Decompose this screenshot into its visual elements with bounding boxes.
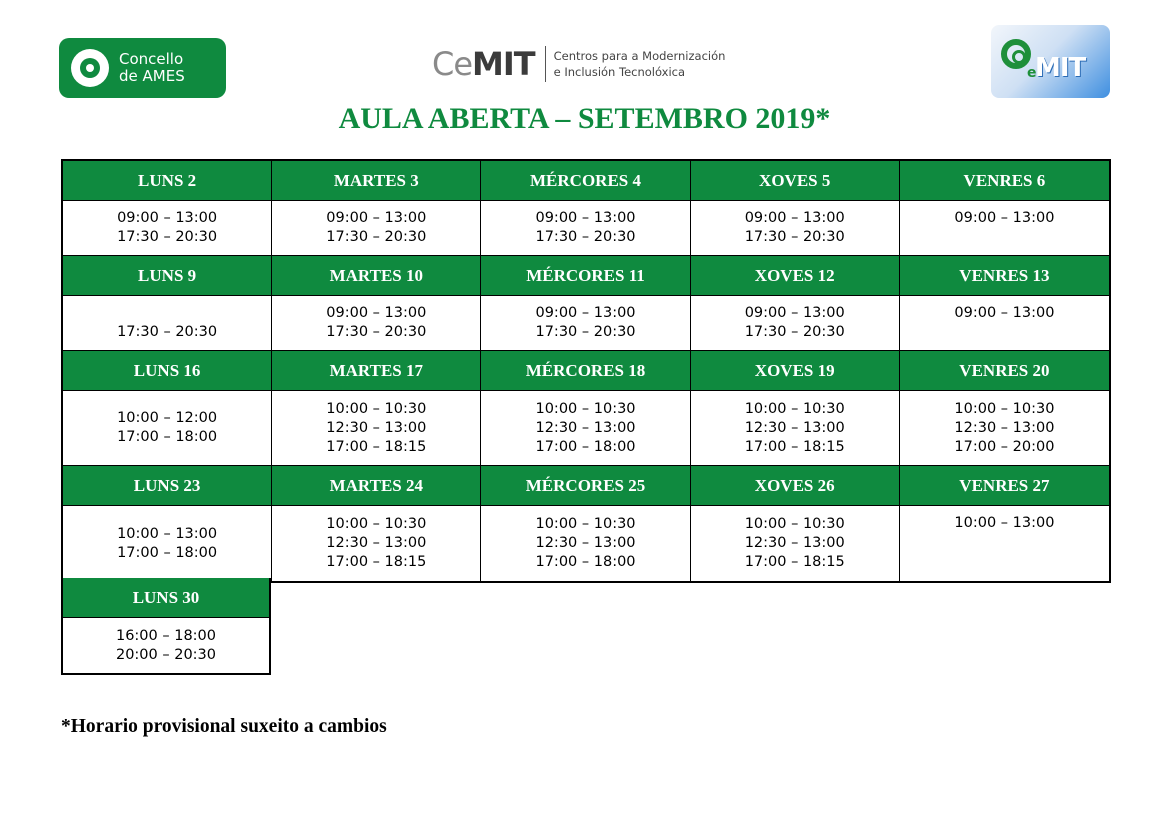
- day-cell: [691, 161, 900, 256]
- day-cell: [691, 466, 900, 581]
- schedule-table: [61, 159, 1111, 583]
- day-header: VENRES 13: [900, 256, 1109, 296]
- day-cell: [63, 351, 272, 466]
- day-header: MÉRCORES 18: [481, 351, 689, 391]
- day-cell: [481, 256, 690, 351]
- time-slot: 12:30 – 13:00: [744, 419, 845, 436]
- day-times: [272, 296, 480, 351]
- ames-logo-line2: de AMES: [119, 67, 185, 85]
- day-cell: [63, 161, 272, 256]
- time-slot: 12:30 – 13:00: [954, 419, 1055, 436]
- week-row: [61, 159, 1111, 256]
- day-times: [691, 391, 899, 466]
- day-times: [691, 201, 899, 256]
- time-slot: 09:00 – 13:00: [326, 210, 427, 226]
- emit-logo-word: MIT: [1035, 53, 1086, 83]
- time-slot: 17:30 – 20:30: [535, 324, 636, 340]
- day-times: [900, 201, 1109, 256]
- time-slot: 17:30 – 20:30: [117, 229, 218, 245]
- day-times: [691, 296, 899, 351]
- time-slot: 12:30 – 13:00: [535, 419, 636, 436]
- day-times: [272, 201, 480, 256]
- time-slot: 09:00 – 13:00: [954, 305, 1055, 321]
- day-times: [481, 391, 689, 466]
- day-times: [691, 506, 899, 581]
- time-slot: 17:00 – 18:15: [744, 554, 845, 570]
- day-header: MÉRCORES 25: [481, 466, 689, 506]
- time-slot: 12:30 – 13:00: [326, 419, 427, 436]
- day-cell: [272, 466, 481, 581]
- day-header: LUNS 9: [63, 256, 271, 296]
- time-slot: 17:00 – 18:00: [117, 544, 218, 561]
- cemit-logo: [432, 44, 725, 84]
- day-header: MARTES 24: [272, 466, 480, 506]
- time-slot: 17:30 – 20:30: [744, 324, 845, 340]
- time-slot: 17:00 – 18:15: [744, 438, 845, 455]
- time-slot: 17:00 – 18:15: [326, 438, 427, 455]
- cemit-sub-line1: Centros para a Modernización: [553, 49, 726, 63]
- ames-logo-line1: Concello: [119, 50, 184, 68]
- day-times: [900, 506, 1109, 581]
- time-slot: 17:00 – 18:00: [535, 554, 636, 570]
- day-times: [63, 391, 271, 466]
- time-slot: 12:30 – 13:00: [744, 535, 845, 551]
- day-cell: [900, 161, 1109, 256]
- emit-logo: [991, 25, 1110, 98]
- day-cell: [900, 466, 1109, 581]
- day-header: VENRES 20: [900, 351, 1109, 391]
- day-times: [481, 296, 689, 351]
- day-times: [272, 506, 480, 581]
- time-slot: 17:30 – 20:30: [744, 229, 845, 245]
- time-slot: 10:00 – 10:30: [535, 400, 636, 417]
- footnote: *Horario provisional suxeito a cambios: [61, 716, 387, 737]
- concello-ames-logo: [59, 38, 226, 98]
- time-slot: 10:00 – 13:00: [954, 515, 1055, 531]
- cemit-logo-mit: MIT: [472, 45, 535, 83]
- day-cell: [272, 161, 481, 256]
- day-cell: [481, 466, 690, 581]
- day-cell: [481, 161, 690, 256]
- day-cell: [900, 256, 1109, 351]
- time-slot: 09:00 – 13:00: [744, 305, 845, 321]
- week-row: [61, 351, 1111, 466]
- day-cell: [900, 351, 1109, 466]
- day-cell: [63, 578, 269, 673]
- time-slot: 17:00 – 18:00: [535, 438, 636, 455]
- day-times: [272, 391, 480, 466]
- time-slot: 12:30 – 13:00: [535, 535, 636, 551]
- day-header: XOVES 12: [691, 256, 899, 296]
- day-header: MARTES 3: [272, 161, 480, 201]
- day-cell: [63, 256, 272, 351]
- day-header: XOVES 26: [691, 466, 899, 506]
- day-cell: [481, 351, 690, 466]
- time-slot: 09:00 – 13:00: [117, 210, 218, 226]
- time-slot: 17:00 – 18:00: [117, 429, 218, 445]
- day-header: VENRES 6: [900, 161, 1109, 201]
- day-times: [63, 618, 269, 673]
- time-slot: 09:00 – 13:00: [535, 210, 636, 226]
- day-times: [63, 506, 271, 581]
- day-header: LUNS 16: [63, 351, 271, 391]
- emit-logo-e: e: [1027, 65, 1037, 81]
- day-cell: [691, 351, 900, 466]
- time-slot: 09:00 – 13:00: [744, 210, 845, 226]
- time-slot: 10:00 – 10:30: [954, 400, 1055, 417]
- cemit-sub-line2: e Inclusión Tecnolóxica: [553, 65, 686, 79]
- time-slot: 17:30 – 20:30: [326, 324, 427, 340]
- day-cell: [63, 466, 272, 581]
- day-header: MÉRCORES 4: [481, 161, 689, 201]
- week-row: [61, 466, 1111, 583]
- time-slot: 09:00 – 13:00: [326, 305, 427, 321]
- day-header: MARTES 10: [272, 256, 480, 296]
- day-header: MARTES 17: [272, 351, 480, 391]
- day-cell: [272, 256, 481, 351]
- time-slot: 10:00 – 10:30: [744, 400, 845, 417]
- time-slot: 17:30 – 20:30: [326, 229, 427, 245]
- day-times: [63, 201, 271, 256]
- cemit-logo-ce: Ce: [432, 45, 473, 83]
- cemit-logo-subtitle: [554, 48, 726, 80]
- day-times: [63, 296, 271, 351]
- day-times: [900, 391, 1109, 466]
- day-header: XOVES 19: [691, 351, 899, 391]
- page-title: AULA ABERTA – SETEMBRO 2019*: [338, 102, 831, 135]
- ames-logo-icon: [71, 49, 109, 87]
- time-slot: 10:00 – 10:30: [326, 516, 427, 532]
- ames-logo-text: [119, 51, 185, 85]
- day-header: MÉRCORES 11: [481, 256, 689, 296]
- schedule-extra-day: [61, 578, 271, 675]
- day-times: [481, 201, 689, 256]
- day-header: VENRES 27: [900, 466, 1109, 506]
- day-header: XOVES 5: [691, 161, 899, 201]
- time-slot: 12:30 – 13:00: [326, 535, 427, 551]
- time-slot: 09:00 – 13:00: [954, 210, 1055, 226]
- time-slot: 10:00 – 10:30: [744, 516, 845, 532]
- time-slot: 10:00 – 10:30: [326, 400, 427, 417]
- cemit-logo-divider: [545, 46, 546, 82]
- day-cell: [272, 351, 481, 466]
- time-slot: 17:00 – 20:00: [954, 438, 1055, 455]
- week-row: [61, 256, 1111, 351]
- day-times: [481, 506, 689, 581]
- day-header: LUNS 30: [63, 578, 269, 618]
- time-slot: 17:30 – 20:30: [117, 324, 218, 340]
- time-slot: 09:00 – 13:00: [535, 305, 636, 321]
- time-slot: 10:00 – 13:00: [117, 525, 218, 542]
- time-slot: 17:00 – 18:15: [326, 554, 427, 570]
- time-slot: 10:00 – 10:30: [535, 516, 636, 532]
- time-slot: 16:00 – 18:00: [115, 627, 217, 644]
- day-times: [900, 296, 1109, 351]
- time-slot: 10:00 – 12:00: [117, 410, 218, 426]
- time-slot: 20:00 – 20:30: [115, 646, 217, 663]
- day-header: LUNS 2: [63, 161, 271, 201]
- day-cell: [691, 256, 900, 351]
- day-header: LUNS 23: [63, 466, 271, 506]
- time-slot: 17:30 – 20:30: [535, 229, 636, 245]
